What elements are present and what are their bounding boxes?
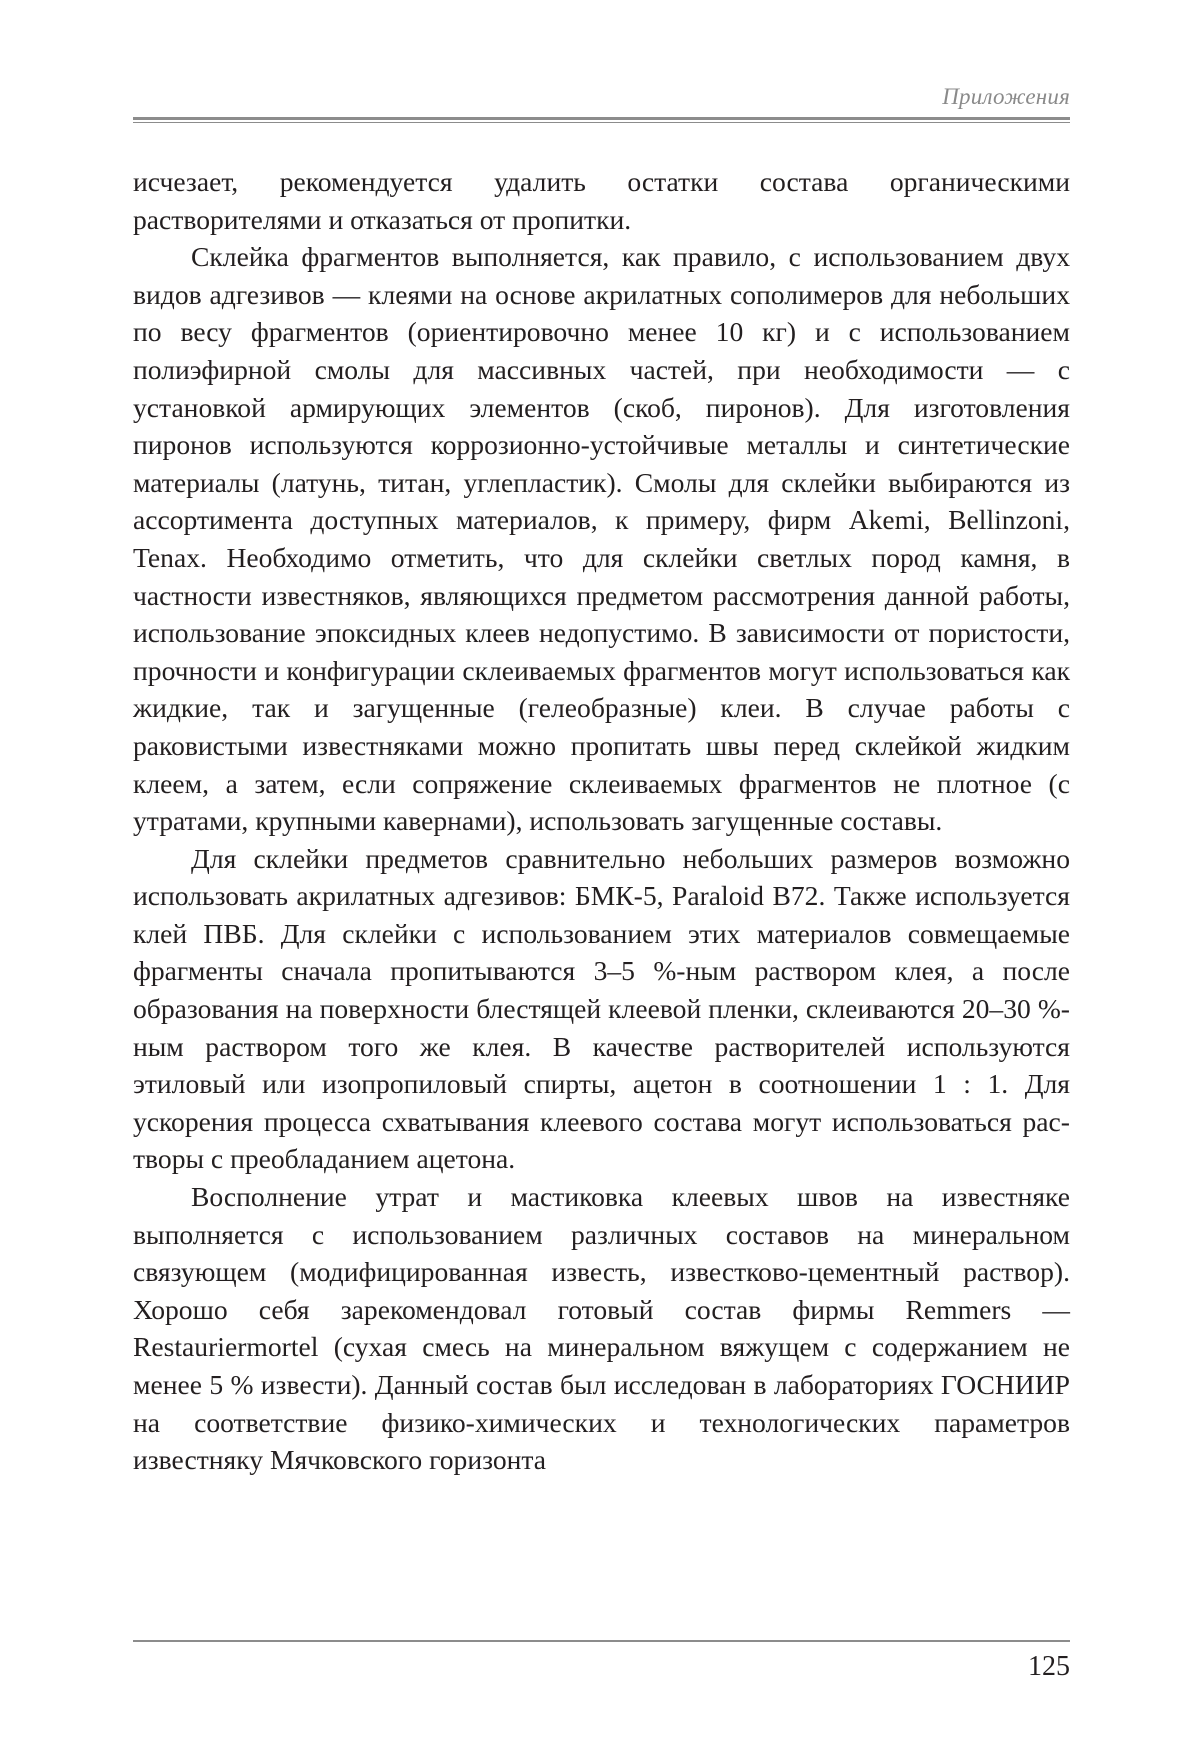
page-number: 125 [1028, 1651, 1070, 1682]
running-head-title: Приложения [942, 84, 1070, 109]
footer-rule [133, 1640, 1070, 1642]
body-text [133, 163, 1070, 1479]
paragraph-small-objects: Для склейки предметов сравнительно небольших размеров возможно использовать акрилатных адгезивов: БМК-5, Paraloid B72. Также используется клей ПВБ. Для склейки с использованием этих материалов совмещаемые фрагменты сначала пропитываются 3–5 %-ным раствором клея, а после образования на поверхности блестящей клеевой пленки, склеиваются 20–30 %-ным раствором того же клея. В качестве растворителей используются этиловый или изопропиловый спирты, ацетон в соотношении 1 : 1. Для ускорения процесса схватывания клеевого состава могут использоваться растворы с преобладанием ацетона. [133, 842, 1070, 1175]
paragraph-gluing-fragments: Склейка фрагментов выполняется, как правило, с использованием двух видов адгезивов — клеями на основе акрилатных сополимеров для небольших по весу фрагментов (ориентировочно менее 10 кг) и с использованием полиэфирной смолы для массивных частей, при необходимости — с установкой армирующих элементов (скоб, пиронов). Для изготовления пиронов используются коррозионно-устойчивые металлы и синтетические материалы (латунь, титан, углепластик). Смолы для склейки выбираются из ассортимента доступных материалов, к примеру, фирм Akemi, Bellinzoni, Tenax. Необходимо отметить, что для склейки светлых пород камня, в частности известняков, являющихся предметом рассмотрения данной работы, использование эпоксидных клеев недопустимо. В зависимости от пористости, прочности и конфигурации склеиваемых фрагментов могут использоваться как жидкие, так и загущенные (гелеобразные) клеи. В случае работы с раковистыми известняками можно пропитать швы перед склейкой жидким клеем, а затем, если сопряжение склеиваемых фрагментов не плотное (с утратами, крупными кавернами), использовать загущенные составы. [133, 241, 1070, 837]
paragraph-continuation: исчезает, рекомендуется удалить остатки состава органическими растворителями и отказаться от пропитки. [133, 166, 1070, 235]
header-rule-thin [133, 122, 1070, 123]
header-rule-thick [133, 117, 1070, 120]
paragraph-filling-losses: Восполнение утрат и мастиковка клеевых швов на известняке выполняется с использованием различных составов на минеральном связующем (модифицированная известь, известково-цементный раствор). Хорошо себя зарекомендовал готовый состав фирмы Remmers — Restauriermortel (сухая смесь на минеральном вяжущем с содержанием не менее 5 % извести). Данный состав был исследован в лабораториях ГОСНИИР на соответствие физико-химических и технологических параметров известняку Мячковского горизонта [133, 1181, 1070, 1476]
header-rule [133, 117, 1070, 124]
